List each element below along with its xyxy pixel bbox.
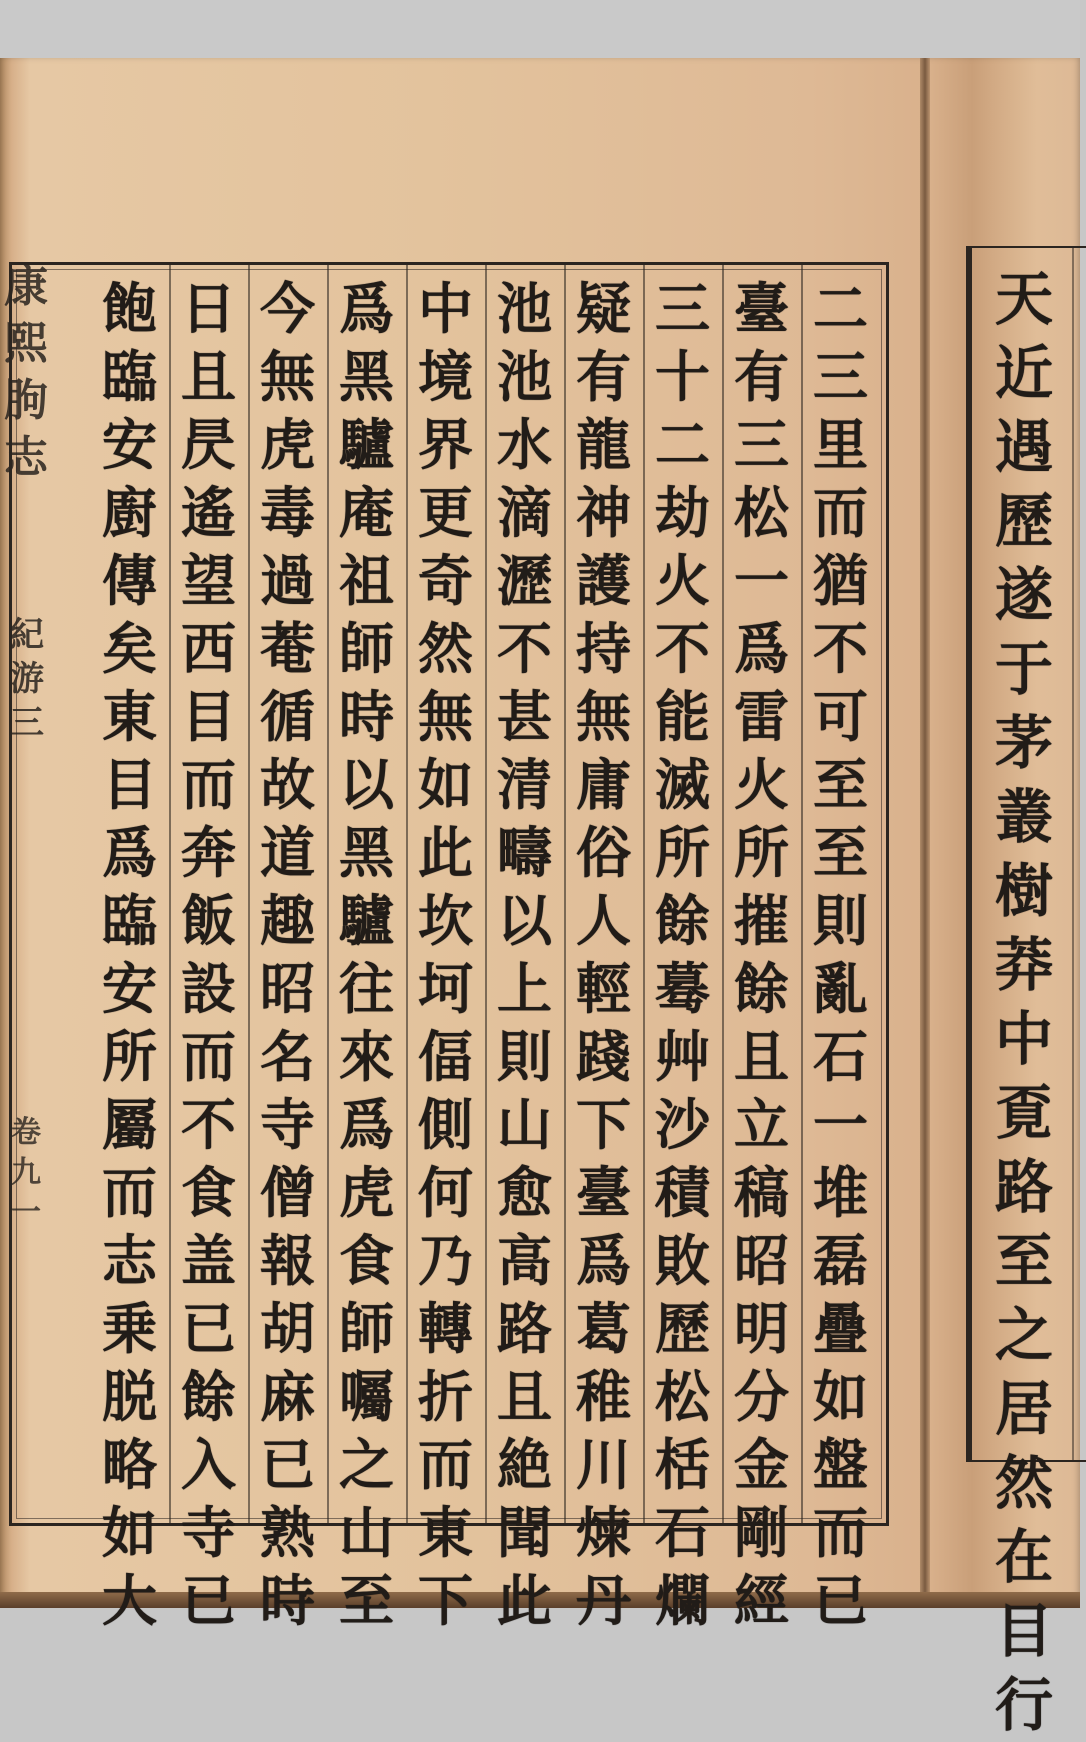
character: 護 (575, 548, 631, 613)
character: 食 (338, 1228, 394, 1293)
character: 此 (496, 1568, 552, 1633)
character: 目 (180, 684, 236, 749)
character: 叢 (994, 783, 1053, 851)
character: 西 (180, 616, 236, 681)
character: 愈 (496, 1160, 552, 1225)
character: 山 (496, 1092, 552, 1157)
character: 覔 (994, 1079, 1053, 1147)
character: 三 (733, 412, 789, 477)
character: 爲 (101, 820, 157, 885)
character: 猶 (812, 548, 868, 613)
character: 石 (812, 1024, 868, 1089)
margin-character: 志 (4, 432, 48, 483)
character: 俗 (575, 820, 631, 885)
character: 石 (654, 1500, 710, 1565)
character: 松 (733, 480, 789, 545)
margin-character: 一 (11, 1195, 41, 1230)
character: 剛 (733, 1500, 789, 1565)
character: 蓦 (654, 956, 710, 1021)
character: 歷 (994, 487, 1053, 555)
character: 時 (338, 684, 394, 749)
character: 已 (259, 1432, 315, 1497)
character: 火 (654, 548, 710, 613)
character: 臺 (733, 276, 789, 341)
character: 廚 (101, 480, 157, 545)
character: 寺 (259, 1092, 315, 1157)
character: 東 (417, 1500, 473, 1565)
character: 瀝 (496, 548, 552, 613)
character: 分 (733, 1364, 789, 1429)
character: 且 (180, 344, 236, 409)
character: 然 (994, 1449, 1053, 1517)
text-column (806, 275, 876, 1633)
character: 三 (654, 276, 710, 341)
character: 敗 (654, 1228, 710, 1293)
column-rule (722, 265, 724, 1523)
character: 甚 (496, 684, 552, 749)
character: 滅 (654, 752, 710, 817)
character: 毒 (259, 480, 315, 545)
character: 如 (101, 1500, 157, 1565)
character: 時 (259, 1568, 315, 1633)
character: 稚 (575, 1364, 631, 1429)
character: 至 (338, 1568, 394, 1633)
character: 在 (994, 1523, 1053, 1591)
character: 驢 (338, 412, 394, 477)
character: 過 (259, 548, 315, 613)
text-column (490, 275, 560, 1633)
character: 菴 (259, 616, 315, 681)
character: 至 (994, 1227, 1053, 1295)
text-column (332, 275, 402, 1633)
character: 金 (733, 1432, 789, 1497)
character: 而 (180, 752, 236, 817)
character: 安 (101, 956, 157, 1021)
character: 近 (994, 339, 1053, 407)
character: 莽 (994, 931, 1053, 999)
column-rule (564, 265, 566, 1523)
character: 聞 (496, 1500, 552, 1565)
character: 望 (180, 548, 236, 613)
character: 則 (496, 1024, 552, 1089)
character: 安 (101, 412, 157, 477)
character: 昭 (259, 956, 315, 1021)
character: 所 (733, 820, 789, 885)
column-rule (643, 265, 645, 1523)
character: 路 (496, 1296, 552, 1361)
character: 虎 (338, 1160, 394, 1225)
character: 一 (812, 1092, 868, 1157)
character: 沙 (654, 1092, 710, 1157)
character: 熟 (259, 1500, 315, 1565)
text-column (411, 275, 481, 1633)
character: 食 (180, 1160, 236, 1225)
character: 葛 (575, 1296, 631, 1361)
margin-character: 康 (4, 261, 48, 312)
character: 爲 (575, 1228, 631, 1293)
column-rule (248, 265, 250, 1523)
character: 丹 (575, 1568, 631, 1633)
character: 而 (101, 1160, 157, 1225)
character: 已 (180, 1568, 236, 1633)
character: 疑 (575, 276, 631, 341)
character: 絶 (496, 1432, 552, 1497)
character: 而 (417, 1432, 473, 1497)
right-page-text-block (966, 246, 1086, 1739)
character: 坎 (417, 888, 473, 953)
character: 不 (180, 1092, 236, 1157)
column-rule (169, 265, 171, 1523)
character: 磊 (812, 1228, 868, 1293)
character: 師 (338, 616, 394, 681)
character: 爛 (654, 1568, 710, 1633)
character: 胡 (259, 1296, 315, 1361)
character: 趣 (259, 888, 315, 953)
character: 川 (575, 1432, 631, 1497)
character: 故 (259, 752, 315, 817)
margin-character: 三 (10, 703, 44, 743)
character: 池 (496, 344, 552, 409)
character: 之 (338, 1432, 394, 1497)
character: 師 (338, 1296, 394, 1361)
column-rule (801, 265, 803, 1523)
character: 何 (417, 1160, 473, 1225)
character: 奇 (417, 548, 473, 613)
character: 天 (994, 265, 1053, 333)
character: 循 (259, 684, 315, 749)
character: 山 (338, 1500, 394, 1565)
character: 有 (733, 344, 789, 409)
character: 僧 (259, 1160, 315, 1225)
column-rule (1072, 248, 1074, 1460)
character: 昃 (180, 412, 236, 477)
character: 下 (575, 1092, 631, 1157)
character: 坷 (417, 956, 473, 1021)
character: 脱 (101, 1364, 157, 1429)
character: 輕 (575, 956, 631, 1021)
character: 不 (496, 616, 552, 681)
character: 艸 (654, 1024, 710, 1089)
character: 中 (417, 276, 473, 341)
character: 大 (101, 1568, 157, 1633)
character: 報 (259, 1228, 315, 1293)
character: 爲 (733, 616, 789, 681)
character: 臨 (101, 344, 157, 409)
character: 滴 (496, 480, 552, 545)
character: 乃 (417, 1228, 473, 1293)
character: 中 (994, 1005, 1053, 1073)
character: 偪 (417, 1024, 473, 1089)
text-column (727, 275, 797, 1633)
character: 昭 (733, 1228, 789, 1293)
character: 松 (654, 1364, 710, 1429)
character: 餘 (180, 1364, 236, 1429)
column-rule (485, 265, 487, 1523)
character: 寺 (180, 1500, 236, 1565)
margin-character: 朐 (4, 375, 48, 426)
character: 餘 (733, 956, 789, 1021)
character: 境 (417, 344, 473, 409)
character: 歷 (654, 1296, 710, 1361)
character: 遙 (180, 480, 236, 545)
character: 至 (812, 820, 868, 885)
character: 疊 (812, 1296, 868, 1361)
book-spine (920, 58, 930, 1608)
character: 矣 (101, 616, 157, 681)
character: 飯 (180, 888, 236, 953)
character: 飽 (101, 276, 157, 341)
character: 往 (338, 956, 394, 1021)
character: 可 (812, 684, 868, 749)
character: 無 (575, 684, 631, 749)
character: 不 (812, 616, 868, 681)
character: 黑 (338, 820, 394, 885)
character: 囑 (338, 1364, 394, 1429)
character: 踐 (575, 1024, 631, 1089)
character: 則 (812, 888, 868, 953)
character: 一 (733, 548, 789, 613)
character: 設 (180, 956, 236, 1021)
character: 然 (417, 616, 473, 681)
character: 路 (994, 1153, 1053, 1221)
character: 祖 (338, 548, 394, 613)
text-column (95, 275, 165, 1633)
character: 已 (812, 1568, 868, 1633)
character: 所 (101, 1024, 157, 1089)
character: 如 (812, 1364, 868, 1429)
margin-character: 熙 (4, 318, 48, 369)
character: 稿 (733, 1160, 789, 1225)
character: 高 (496, 1228, 552, 1293)
character: 以 (338, 752, 394, 817)
character: 行 (994, 1671, 1053, 1739)
character: 如 (417, 752, 473, 817)
character: 劫 (654, 480, 710, 545)
character: 折 (417, 1364, 473, 1429)
character: 疇 (496, 820, 552, 885)
character: 虎 (259, 412, 315, 477)
character: 火 (733, 752, 789, 817)
character: 庸 (575, 752, 631, 817)
character: 庵 (338, 480, 394, 545)
character: 水 (496, 412, 552, 477)
character: 下 (417, 1568, 473, 1633)
character: 奔 (180, 820, 236, 885)
character: 三 (812, 344, 868, 409)
character: 遂 (994, 561, 1053, 629)
character: 清 (496, 752, 552, 817)
character: 亂 (812, 956, 868, 1021)
margin-character: 卷 (11, 1115, 41, 1150)
character: 居 (994, 1375, 1053, 1443)
character: 二 (654, 412, 710, 477)
text-column (648, 275, 718, 1633)
right-page-column (990, 262, 1058, 1742)
character: 持 (575, 616, 631, 681)
text-column (569, 275, 639, 1633)
text-column (174, 275, 244, 1633)
character: 臺 (575, 1160, 631, 1225)
character: 雷 (733, 684, 789, 749)
character: 人 (575, 888, 631, 953)
main-text-block (9, 262, 889, 1633)
margin-character: 游 (10, 659, 44, 699)
character: 麻 (259, 1364, 315, 1429)
column-rule (406, 265, 408, 1523)
character: 名 (259, 1024, 315, 1089)
character: 堆 (812, 1160, 868, 1225)
character: 立 (733, 1092, 789, 1157)
character: 且 (496, 1364, 552, 1429)
character: 二 (812, 276, 868, 341)
character: 來 (338, 1024, 394, 1089)
character: 側 (417, 1092, 473, 1157)
character: 黑 (338, 344, 394, 409)
character: 傳 (101, 548, 157, 613)
character: 經 (733, 1568, 789, 1633)
character: 至 (812, 752, 868, 817)
character: 已 (180, 1296, 236, 1361)
character: 界 (417, 412, 473, 477)
character: 無 (417, 684, 473, 749)
character: 十 (654, 344, 710, 409)
character: 盖 (180, 1228, 236, 1293)
character: 此 (417, 820, 473, 885)
character: 明 (733, 1296, 789, 1361)
character: 于 (994, 635, 1053, 703)
character: 而 (812, 1500, 868, 1565)
margin-character: 九 (11, 1155, 41, 1190)
character: 摧 (733, 888, 789, 953)
character: 煉 (575, 1500, 631, 1565)
character: 而 (812, 480, 868, 545)
character: 志 (101, 1228, 157, 1293)
character: 有 (575, 344, 631, 409)
character: 更 (417, 480, 473, 545)
character: 積 (654, 1160, 710, 1225)
character: 日 (180, 276, 236, 341)
character: 道 (259, 820, 315, 885)
character: 目 (994, 1597, 1053, 1665)
character: 乗 (101, 1296, 157, 1361)
character: 上 (496, 956, 552, 1021)
character: 餘 (654, 888, 710, 953)
margin-character: 紀 (10, 615, 44, 655)
character: 東 (101, 684, 157, 749)
character: 能 (654, 684, 710, 749)
character: 不 (654, 616, 710, 681)
character: 轉 (417, 1296, 473, 1361)
character: 里 (812, 412, 868, 477)
column-rule (327, 265, 329, 1523)
character: 今 (259, 276, 315, 341)
text-column (253, 275, 323, 1633)
character: 略 (101, 1432, 157, 1497)
character: 栝 (654, 1432, 710, 1497)
character: 臨 (101, 888, 157, 953)
character: 樹 (994, 857, 1053, 925)
character: 遇 (994, 413, 1053, 481)
character: 龍 (575, 412, 631, 477)
character: 無 (259, 344, 315, 409)
character: 目 (101, 752, 157, 817)
character: 之 (994, 1301, 1053, 1369)
character: 驢 (338, 888, 394, 953)
character: 屬 (101, 1092, 157, 1157)
character: 盤 (812, 1432, 868, 1497)
character: 神 (575, 480, 631, 545)
character: 所 (654, 820, 710, 885)
character: 爲 (338, 276, 394, 341)
character: 爲 (338, 1092, 394, 1157)
character: 池 (496, 276, 552, 341)
character: 而 (180, 1024, 236, 1089)
character: 以 (496, 888, 552, 953)
character: 入 (180, 1432, 236, 1497)
character: 且 (733, 1024, 789, 1089)
character: 茅 (994, 709, 1053, 777)
